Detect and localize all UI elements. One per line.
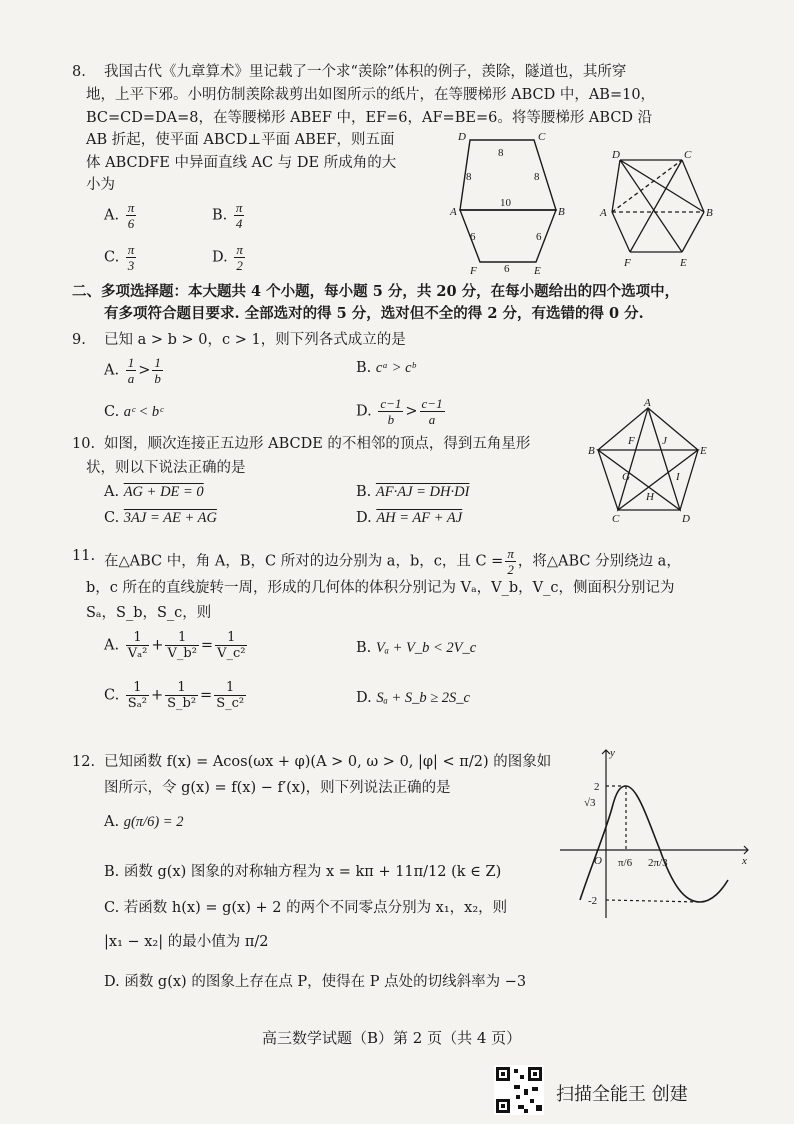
tick-neg2: -2 [588, 895, 598, 907]
label-h-pent: H [646, 491, 654, 503]
q10-line-1: 如图，顺次连接正五边形 ABCDE 的不相邻的顶点，得到五角星形 [104, 436, 531, 452]
label-d: D [458, 131, 466, 143]
label-b: B [558, 206, 565, 218]
q8-line-4: AB 折起，使平面 ABCD⊥平面 ABEF，则五面 [86, 132, 395, 148]
q8-option-d: D. $\frac{\pi}{2}$ [212, 242, 243, 273]
q8-solid-figure [598, 140, 720, 270]
len-top: 8 [498, 147, 504, 159]
q11-number: 11. [72, 548, 96, 564]
q8-line-1: 我国古代《九章算术》里记载了一个求“羡除”体积的例子，羡除，隧道也，其所穿 [104, 64, 627, 80]
tick-2: 2 [594, 781, 600, 793]
label-e2: E [680, 257, 687, 269]
q9-stem: 已知 a > b > 0，c > 1，则下列各式成立的是 [104, 332, 406, 348]
q12-option-c-cont: |x₁ − x₂| 的最小值为 π/2 [104, 934, 269, 950]
q8-option-c: C. $\frac{\pi}{3}$ [104, 242, 135, 273]
label-i-pent: I [676, 471, 680, 483]
label-f2: F [624, 257, 631, 269]
q10-line-2: 状，则以下说法正确的是 [86, 460, 246, 476]
scanner-watermark: 扫描全能王 创建 [556, 1084, 688, 1105]
q12-option-d: D. 函数 g(x) 的图象上存在点 P，使得在 P 点处的切线斜率为 −3 [104, 974, 527, 990]
q9-option-b: B. cᵃ > cᵇ [356, 360, 416, 376]
q11-line-3: Sₐ，S_b，S_c，则 [86, 605, 212, 621]
label-d2: D [612, 149, 620, 161]
q8-number: 8. [72, 64, 86, 80]
q8-net-figure [448, 130, 578, 278]
cosine-curve [580, 786, 728, 902]
page-footer: 高三数学试题（B）第 2 页（共 4 页） [262, 1029, 522, 1047]
label-d-pent: D [682, 513, 690, 525]
q10-number: 10. [72, 436, 96, 452]
label-f: F [470, 265, 477, 277]
len-lr: 6 [536, 231, 542, 243]
q8-line-6: 小为 [86, 177, 115, 193]
tick-pi6: π/6 [618, 857, 633, 869]
label-a-pent: A [644, 398, 651, 409]
section-2-heading-line-2: 有多项符合题目要求. 全部选对的得 5 分，选对但不全的得 2 分，有选错的得 0 分. [104, 305, 644, 322]
q10-option-d: D. AH = AF + AJ [356, 510, 463, 526]
qr-code-icon [494, 1065, 544, 1115]
len-left: 8 [466, 171, 472, 183]
len-right: 8 [534, 171, 540, 183]
q8-option-a: A. $\frac{\pi}{6}$ [104, 200, 135, 231]
section-2-heading-line-1: 二、多项选择题：本大题共 4 个小题，每小题 5 分，共 20 分，在每小题给出的四个选项中， [72, 283, 680, 300]
q11-option-c: C. $\frac{1}{\text{Sₐ²}}$ + $\frac{1}{\text{S\_b²}}$ = $\frac{1}{\text{S\_c²}}$ [104, 680, 245, 711]
q11-line-1: 在△ABC 中，角 A，B，C 所对的边分别为 a，b，c，且 C = $\frac{\pi}{2}$ ，将△ABC 分别绕边 a， [104, 546, 681, 577]
label-f-pent: F [628, 435, 635, 447]
x-label: x [742, 855, 747, 867]
tick-2pi3: 2π/3 [648, 857, 668, 869]
q11-line-2: b，c 所在的直线旋转一周，形成的几何体的体积分别记为 Vₐ，V_b，V_c，侧面积分别记为 [86, 580, 675, 596]
label-j-pent: J [662, 435, 667, 447]
label-g-pent: G [622, 471, 630, 483]
q12-option-a: A. g(π/6) = 2 [104, 814, 184, 830]
len-ll: 6 [470, 231, 476, 243]
tick-sqrt3: √3 [584, 797, 596, 809]
q9-number: 9. [72, 332, 86, 348]
origin-label: O [594, 855, 602, 867]
q12-number: 12. [72, 754, 96, 770]
q8-line-3: BC=CD=DA=8，在等腰梯形 ABEF 中，EF=6，AF=BE=6。将等腰梯形 ABCD 沿 [86, 110, 653, 126]
q9-option-d: D. $\frac{c-1}{b}$ > $\frac{c-1}{a}$ [356, 396, 443, 427]
q12-line-2: 图所示，令 g(x) = f(x) − f′(x)，则下列说法正确的是 [104, 780, 451, 796]
label-b-pent: B [588, 445, 595, 457]
q8-line-2: 地，上平下邪。小明仿制羡除裁剪出如图所示的纸片，在等腰梯形 ABCD 中，AB=10， [86, 87, 656, 103]
len-mid: 10 [500, 197, 511, 209]
q10-option-a: A. AG + DE = 0 [104, 484, 204, 500]
q12-line-1: 已知函数 f(x) = Acos(ωx + φ)(A > 0, ω > 0, |φ| < π/2) 的图象如 [104, 754, 552, 770]
label-e-pent: E [700, 445, 707, 457]
q12-option-b: B. 函数 g(x) 图象的对称轴方程为 x = kπ + 11π/12 (k ∈ Z) [104, 864, 502, 880]
q12-graph [550, 744, 756, 924]
q12-option-c: C. 若函数 h(x) = g(x) + 2 的两个不同零点分别为 x₁，x₂，则 [104, 900, 508, 916]
q10-option-b: B. AF·AJ = DH·DI [356, 484, 470, 500]
len-bottom: 6 [504, 263, 510, 275]
q8-line-5: 体 ABCDFE 中异面直线 AC 与 DE 所成角的大 [86, 155, 397, 171]
label-a2: A [600, 207, 607, 219]
q8-option-b: B. $\frac{\pi}{4}$ [212, 200, 243, 231]
q11-option-a: A. $\frac{1}{\text{Vₐ²}}$ + $\frac{1}{\text{V\_b²}}$ = $\frac{1}{\text{V\_c²}}$ [104, 630, 246, 661]
y-label: y [610, 747, 615, 759]
q10-pentagram-figure [586, 398, 714, 526]
label-e: E [534, 265, 541, 277]
label-b2: B [706, 207, 713, 219]
q11-option-d: D. Sₐ + S_b ≥ 2S_c [356, 690, 470, 706]
label-c-pent: C [612, 513, 620, 525]
q10-option-c: C. 3AJ = AE + AG [104, 510, 217, 526]
q11-option-b: B. Vₐ + V_b < 2V_c [356, 640, 477, 656]
label-c2: C [684, 149, 692, 161]
q9-option-c: C. aᶜ < bᶜ [104, 404, 163, 420]
label-c: C [538, 131, 546, 143]
label-a: A [450, 206, 457, 218]
q9-option-a: A. $\frac{1}{a}$ > $\frac{1}{b}$ [104, 355, 161, 386]
